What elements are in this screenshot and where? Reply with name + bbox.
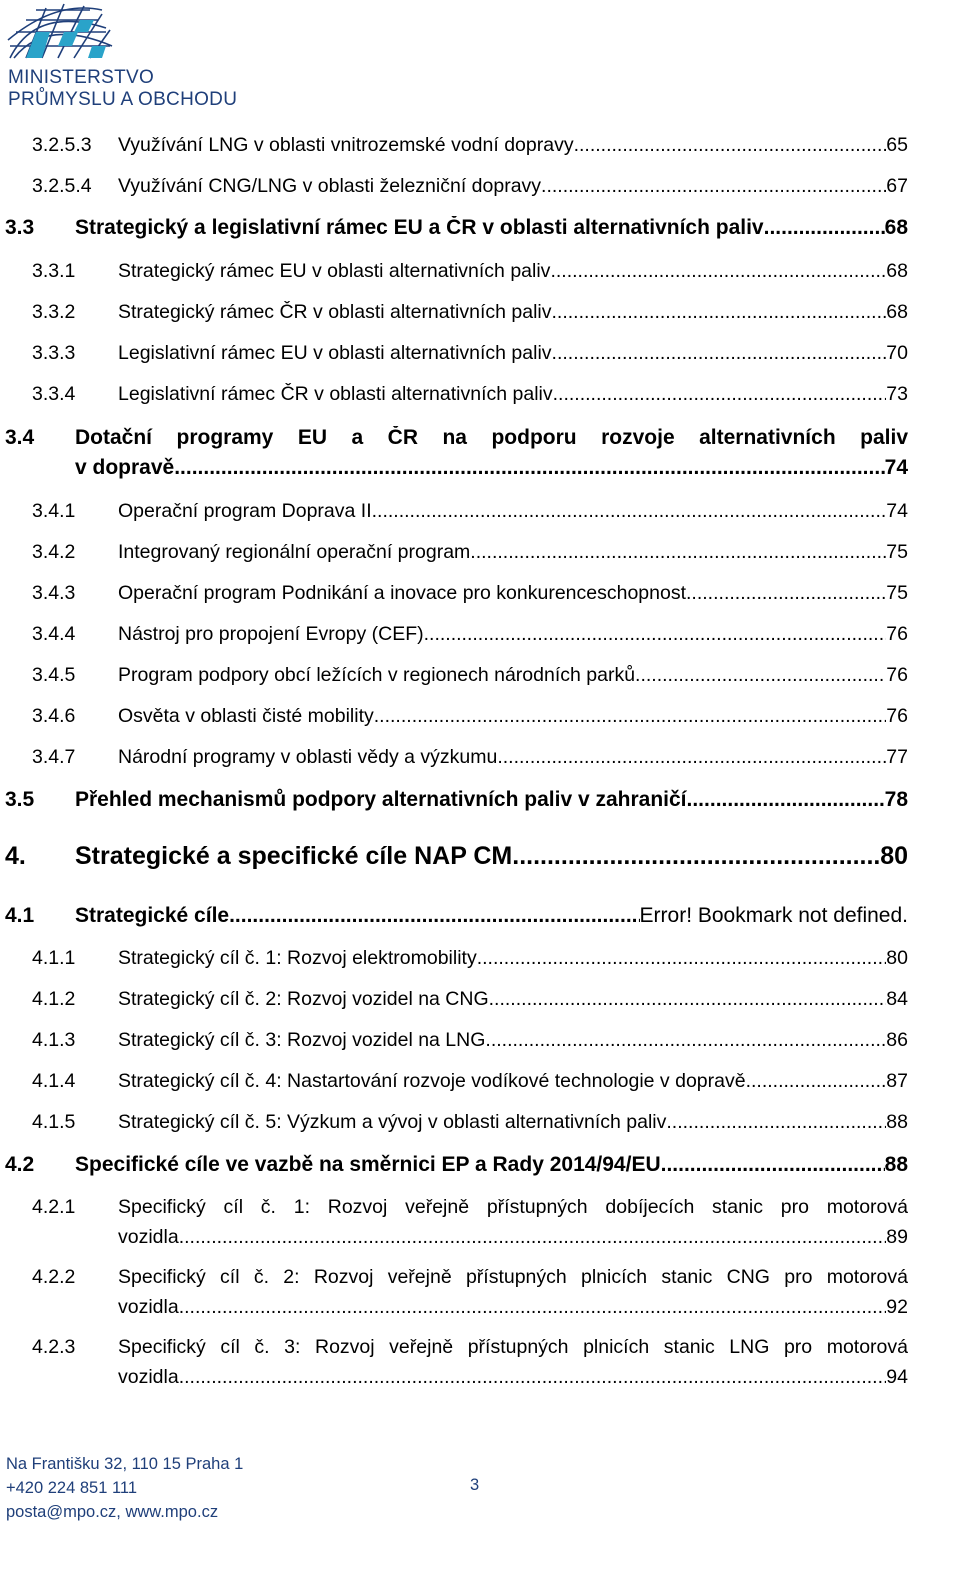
toc-title [118, 260, 908, 283]
page-number: 3 [470, 1476, 480, 1494]
toc-title [118, 134, 908, 157]
toc-number: 3.5 [5, 788, 35, 811]
toc-title [118, 705, 908, 728]
toc-dots [574, 134, 887, 157]
toc-page: 68 [884, 216, 908, 239]
toc-title [118, 988, 908, 1011]
toc-page: 75 [886, 541, 908, 563]
logo-text-ministry: MINISTERSTVO [8, 67, 155, 88]
toc-page: 70 [886, 342, 908, 364]
toc-title-text: v dopravě [75, 456, 175, 479]
toc-entry[interactable] [0, 705, 960, 739]
toc-title [118, 175, 908, 198]
toc-title-text: Přehled mechanismů podpory alternativních paliv v zahraničí [75, 788, 687, 811]
toc-page: 67 [886, 175, 908, 197]
footer-address: Na Františku 32, 110 15 Praha 1 [6, 1455, 244, 1473]
toc-page: 73 [886, 383, 908, 405]
toc-title-text: Strategický rámec EU v oblasti alternativních paliv [118, 260, 551, 282]
toc-dots [179, 1296, 887, 1319]
toc-dots [552, 301, 887, 324]
toc-dots [635, 664, 886, 687]
toc-title [118, 664, 908, 687]
toc-dots [541, 175, 886, 198]
toc-dots [179, 1366, 887, 1389]
toc-entry[interactable] [0, 1111, 960, 1145]
toc-entry[interactable] [0, 1070, 960, 1104]
toc-title [118, 1070, 908, 1093]
toc-page: 65 [886, 134, 908, 156]
toc-number: 3.3.3 [32, 342, 76, 364]
toc-number: 3.2.5.3 [32, 134, 92, 156]
toc-title [118, 301, 908, 324]
toc-number: 3.4.6 [32, 705, 76, 727]
toc-page: 80 [880, 842, 908, 870]
toc-title-text: Strategický cíl č. 4: Nastartování rozvoje vodíkové technologie v dopravě [118, 1070, 746, 1092]
toc-entry[interactable] [0, 1029, 960, 1063]
toc-number: 3.4.7 [32, 746, 76, 768]
toc-title [118, 947, 908, 970]
toc-title [118, 1226, 908, 1249]
toc-page: 74 [886, 500, 908, 522]
toc-entry[interactable] [0, 541, 960, 575]
toc-number: 3.4 [5, 426, 35, 449]
toc-number: 4.2 [5, 1153, 35, 1176]
toc-title [118, 541, 908, 564]
toc-dots [550, 260, 886, 283]
toc-title [75, 216, 908, 240]
toc-title-text: Legislativní rámec ČR v oblasti alternativních paliv [118, 383, 553, 405]
toc-number: 3.4.4 [32, 623, 76, 645]
toc-entry[interactable] [0, 342, 960, 376]
toc-entry[interactable] [0, 500, 960, 534]
toc-title [118, 1296, 908, 1319]
toc-entry[interactable] [0, 1336, 960, 1400]
ministry-logo [4, 0, 244, 115]
toc-entry[interactable] [0, 134, 960, 168]
toc-title-text: Strategický cíl č. 1: Rozvoj elektromobility [118, 947, 477, 969]
toc-number: 4.1.1 [32, 947, 76, 969]
toc-entry[interactable] [0, 988, 960, 1022]
toc-page: 68 [886, 301, 908, 323]
toc-title [75, 788, 908, 812]
toc-page: 92 [886, 1296, 908, 1318]
toc-title-text: Operační program Doprava II [118, 500, 372, 522]
toc-number: 4.1.3 [32, 1029, 76, 1051]
toc-title [75, 842, 908, 871]
toc-title-text: Národní programy v oblasti vědy a výzkumu [118, 746, 498, 768]
toc-dots [374, 705, 887, 728]
footer-links[interactable]: posta@mpo.cz, www.mpo.cz [6, 1503, 219, 1521]
toc-title [118, 582, 908, 605]
toc-page: 80 [886, 947, 908, 969]
toc-title [118, 1366, 908, 1389]
footer-phone: +420 224 851 111 [6, 1479, 138, 1497]
toc-entry[interactable] [0, 260, 960, 294]
toc-title-text: Využívání CNG/LNG v oblasti železniční dopravy [118, 175, 542, 197]
toc-title-line1: Specifický cíl č. 1: Rozvoj veřejně přístupných dobíjecích stanic pro motorová [118, 1196, 908, 1218]
toc-page: 94 [886, 1366, 908, 1388]
toc-page: 84 [886, 988, 908, 1010]
toc-title-text: vozidla [118, 1296, 179, 1318]
toc-dots [424, 623, 887, 646]
toc-title-text: Osvěta v oblasti čisté mobility [118, 705, 374, 727]
toc-title [118, 1029, 908, 1052]
toc-title [118, 1111, 908, 1134]
toc-dots [746, 1070, 887, 1093]
toc-number: 4.2.3 [32, 1336, 76, 1358]
toc-title-text: vozidla [118, 1366, 179, 1388]
toc-entry[interactable] [0, 1196, 960, 1260]
toc-dots [485, 1029, 886, 1052]
toc-title-text: Strategické cíle [75, 904, 230, 927]
toc-title [118, 500, 908, 523]
toc-page: Error! Bookmark not defined. [639, 904, 908, 927]
toc-page: 68 [886, 260, 908, 282]
toc-entry[interactable] [0, 623, 960, 657]
toc-dots [372, 500, 887, 523]
toc-dots [477, 947, 887, 970]
toc-entry[interactable] [0, 1153, 960, 1187]
toc-number: 4.1.5 [32, 1111, 76, 1133]
toc-title-text: Strategický cíl č. 3: Rozvoj vozidel na LNG [118, 1029, 486, 1051]
toc-dots [174, 456, 884, 480]
footer-contact [6, 1452, 243, 1524]
toc-entry[interactable] [0, 1266, 960, 1330]
toc-number: 3.3 [5, 216, 35, 239]
toc-entry[interactable] [0, 301, 960, 335]
toc-page: 75 [886, 582, 908, 604]
toc-entry[interactable] [0, 664, 960, 698]
toc-dots [553, 383, 887, 406]
toc-dots [686, 582, 886, 605]
toc-number: 3.4.1 [32, 500, 76, 522]
toc-title-text: Strategický cíl č. 5: Výzkum a vývoj v oblasti alternativních paliv [118, 1111, 667, 1133]
toc-entry[interactable] [0, 947, 960, 981]
toc-entry[interactable] [0, 216, 960, 250]
toc-title [75, 904, 908, 928]
toc-title-text: Využívání LNG v oblasti vnitrozemské vodní dopravy [118, 134, 574, 156]
toc-title-text: Strategické a specifické cíle NAP CM [75, 842, 513, 870]
toc-number: 3.4.2 [32, 541, 76, 563]
toc-title [118, 383, 908, 406]
toc-dots [661, 1153, 885, 1177]
toc-dots [229, 904, 639, 928]
toc-title-text: Legislativní rámec EU v oblasti alternativních paliv [118, 342, 552, 364]
toc-title [75, 456, 908, 480]
toc-number: 3.2.5.4 [32, 175, 92, 197]
toc-page: 86 [886, 1029, 908, 1051]
toc-number: 4. [5, 842, 26, 870]
toc-entry[interactable] [0, 582, 960, 616]
toc-page: 76 [886, 664, 908, 686]
toc-entry[interactable] [0, 383, 960, 417]
toc-page: 76 [886, 705, 908, 727]
toc-page: 76 [886, 623, 908, 645]
toc-dots [512, 842, 880, 871]
toc-title [118, 342, 908, 365]
toc-title [118, 746, 908, 769]
toc-number: 4.1.2 [32, 988, 76, 1010]
toc-entry[interactable] [0, 175, 960, 209]
toc-entry[interactable] [0, 426, 960, 490]
toc-dots [497, 746, 886, 769]
toc-number: 3.4.5 [32, 664, 76, 686]
toc-page: 89 [886, 1226, 908, 1248]
logo-text-pmo: PRŮMYSLU A OBCHODU [8, 89, 238, 110]
toc-title-text: Integrovaný regionální operační program [118, 541, 471, 563]
toc-title-text: Operační program Podnikání a inovace pro konkurenceschopnost [118, 582, 687, 604]
toc-title-text: Nástroj pro propojení Evropy (CEF) [118, 623, 424, 645]
toc-title-line1: Specifický cíl č. 3: Rozvoj veřejně přístupných plnicích stanic LNG pro motorová [118, 1336, 908, 1358]
toc-title-text: Program podpory obcí ležících v regionech národních parků [118, 664, 636, 686]
toc-title-text: Specifické cíle ve vazbě na směrnici EP a Rady 2014/94/EU [75, 1153, 661, 1176]
toc-title-line1: Dotační programy EU a ČR na podporu rozvoje alternativních paliv [75, 426, 908, 449]
toc-page: 77 [886, 746, 908, 768]
toc-entry[interactable] [0, 788, 960, 822]
toc-number: 4.1 [5, 904, 35, 927]
toc-number: 3.3.1 [32, 260, 76, 282]
toc-dots [470, 541, 886, 564]
globe-grid-icon [6, 0, 121, 62]
toc-dots [687, 788, 885, 812]
toc-entry[interactable] [0, 842, 960, 882]
toc-title-text: Strategický cíl č. 2: Rozvoj vozidel na CNG [118, 988, 489, 1010]
toc-dots [764, 216, 885, 240]
toc-title-line1: Specifický cíl č. 2: Rozvoj veřejně přístupných plnicích stanic CNG pro motorová [118, 1266, 908, 1288]
toc-number: 3.4.3 [32, 582, 76, 604]
toc-number: 4.2.1 [32, 1196, 76, 1218]
toc-dots [489, 988, 887, 1011]
toc-dots [179, 1226, 887, 1249]
toc-dots [666, 1111, 886, 1134]
toc-page: 88 [886, 1111, 908, 1133]
toc-title-text: Strategický rámec ČR v oblasti alternativních paliv [118, 301, 552, 323]
toc-title [75, 1153, 908, 1177]
toc-title [118, 623, 908, 646]
toc-page: 78 [884, 788, 908, 811]
toc-number: 4.1.4 [32, 1070, 76, 1092]
toc-number: 3.3.2 [32, 301, 76, 323]
toc-entry[interactable] [0, 904, 960, 938]
toc-title-text: vozidla [118, 1226, 179, 1248]
toc-number: 4.2.2 [32, 1266, 76, 1288]
toc-page: 74 [884, 456, 908, 479]
toc-number: 3.3.4 [32, 383, 76, 405]
toc-title-text: Strategický a legislativní rámec EU a ČR v oblasti alternativních paliv [75, 216, 764, 239]
toc-entry[interactable] [0, 746, 960, 780]
toc-page: 87 [886, 1070, 908, 1092]
toc-dots [552, 342, 887, 365]
toc-page: 88 [884, 1153, 908, 1176]
